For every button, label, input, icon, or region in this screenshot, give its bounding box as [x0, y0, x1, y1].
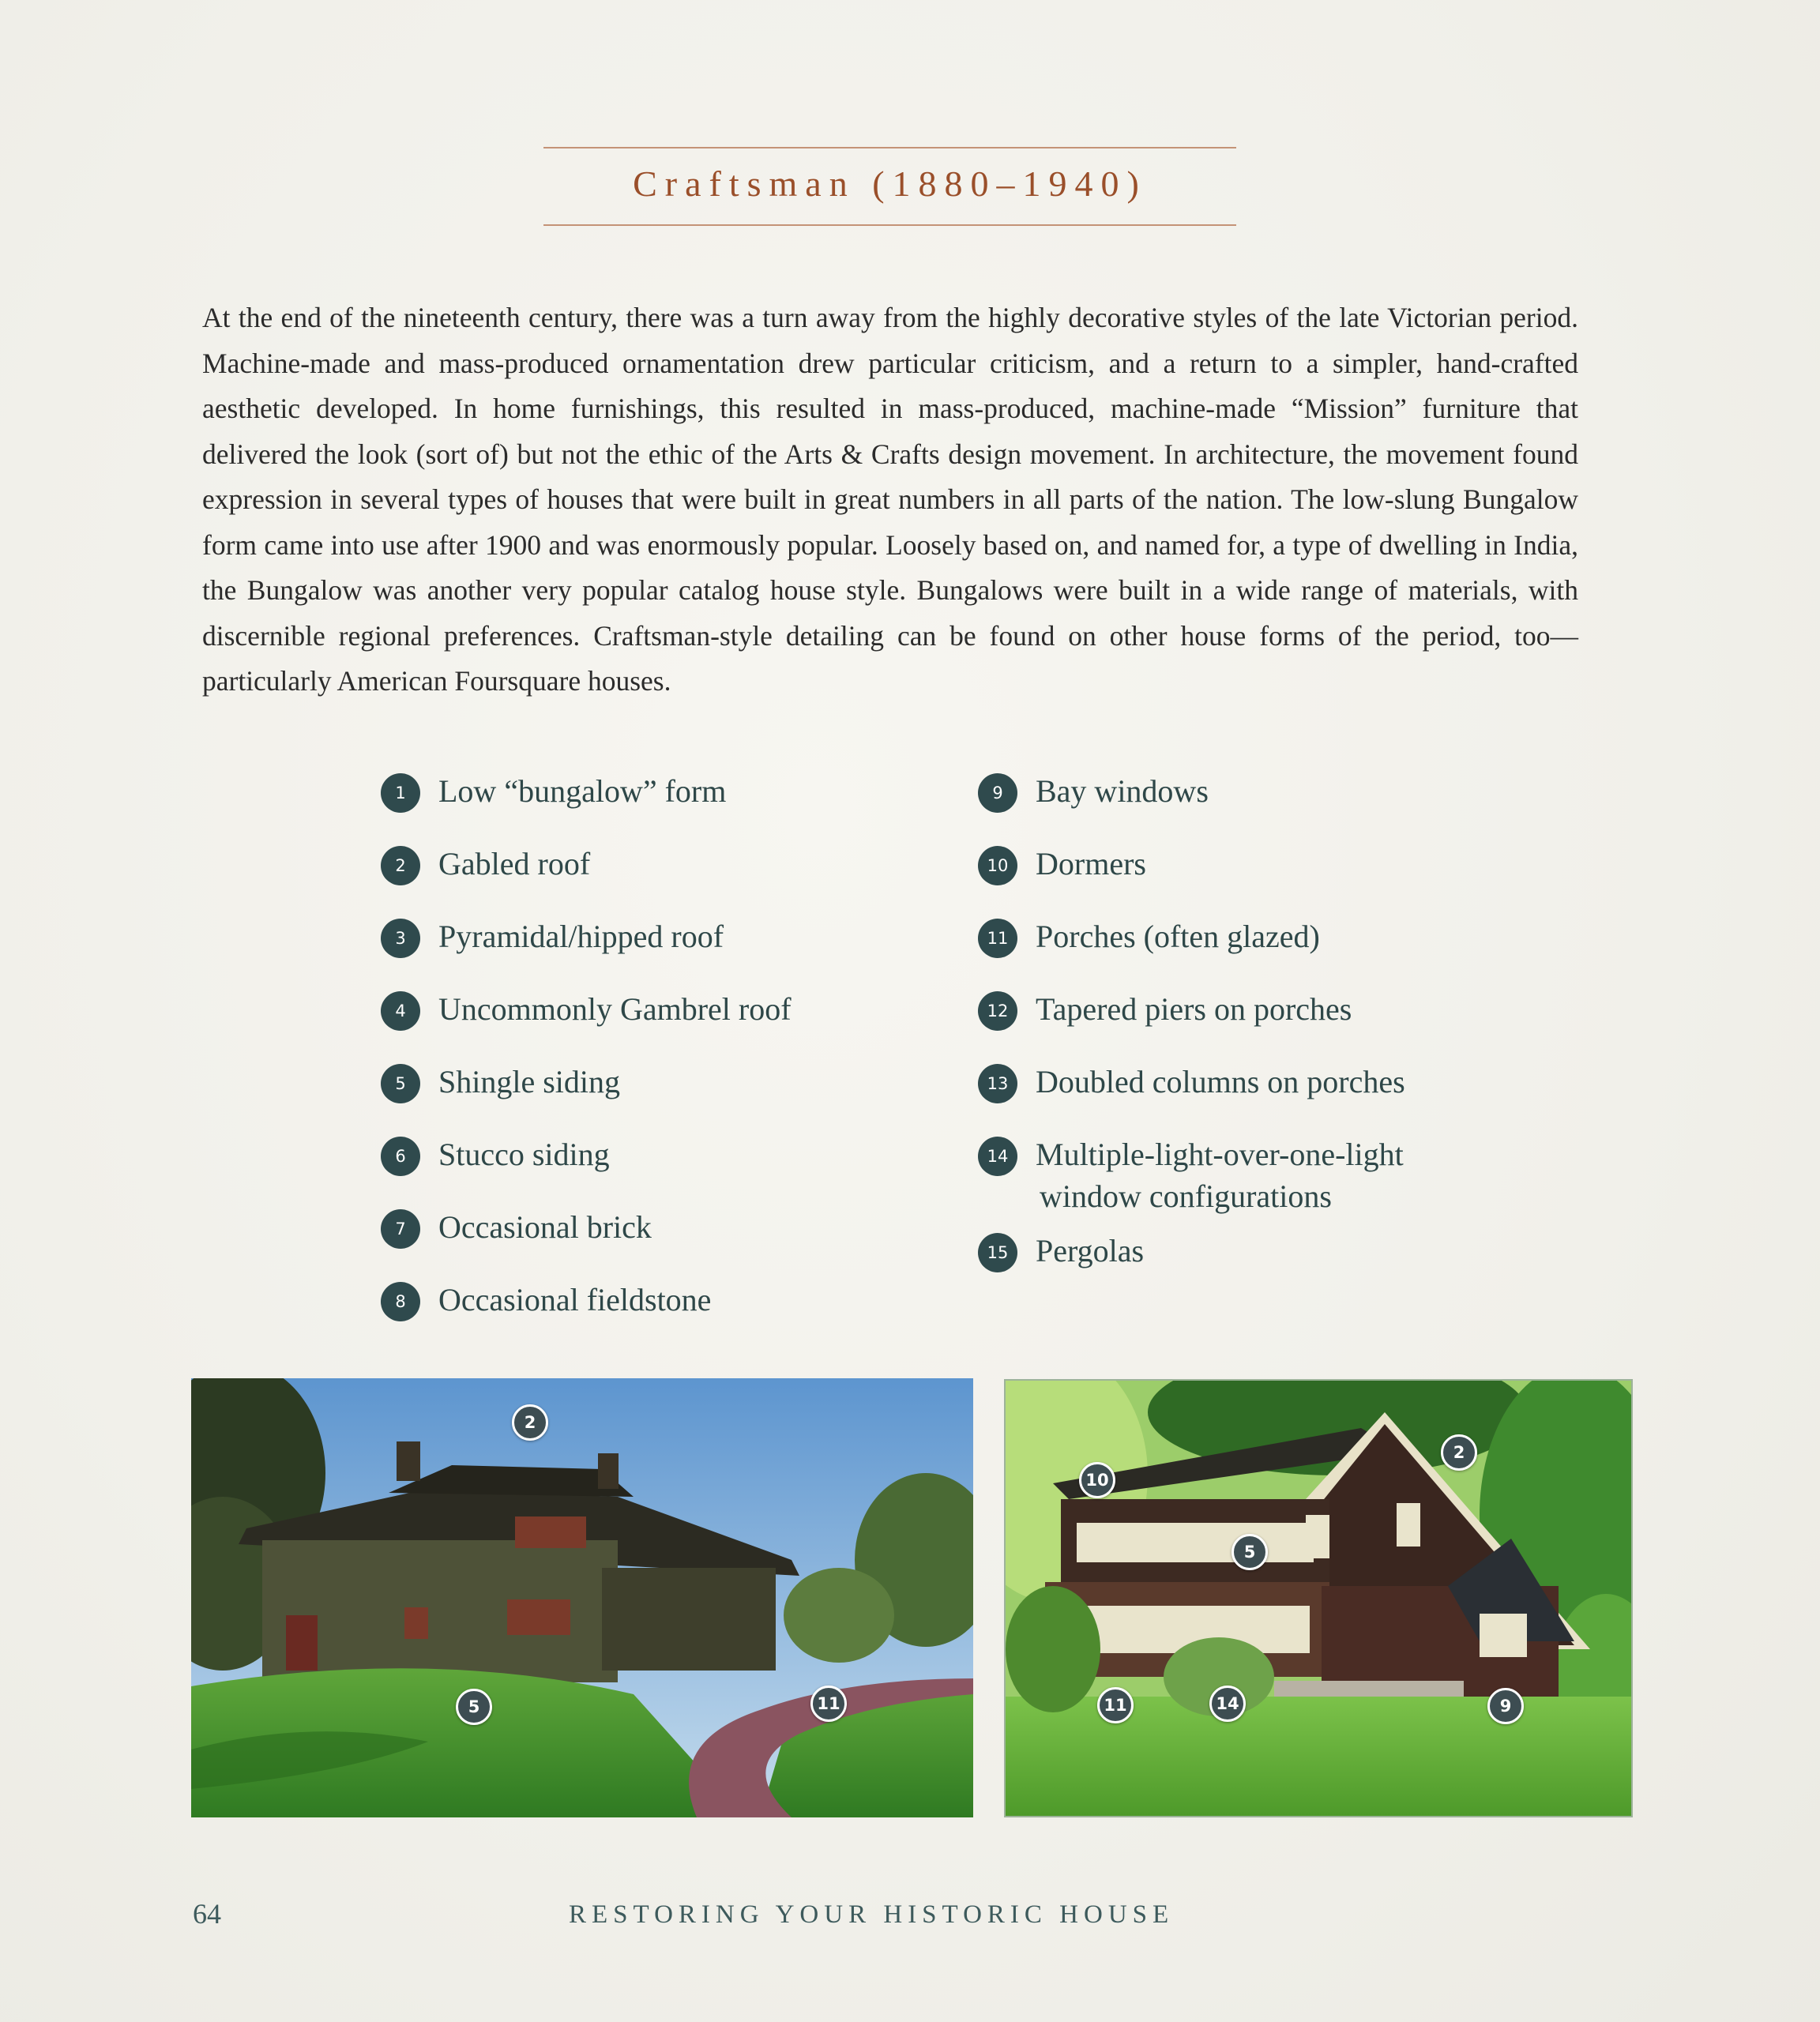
feature-label: [1036, 1133, 1510, 1217]
feature-label: Bay windows: [1036, 773, 1209, 809]
photo-callout-badge: 5: [456, 1689, 492, 1725]
running-head: RESTORING YOUR HISTORIC HOUSE: [569, 1900, 1175, 1929]
feature-label: Occasional fieldstone: [438, 1282, 712, 1317]
feature-number-badge: 2: [381, 846, 420, 885]
photo-craftsman-house-left: [191, 1378, 973, 1817]
feature-label: Dormers: [1036, 846, 1146, 881]
section-header: [543, 147, 1236, 226]
feature-label: Occasional brick: [438, 1209, 652, 1245]
feature-label: Shingle siding: [438, 1064, 621, 1099]
feature-label-line-2: window configurations: [1040, 1178, 1332, 1214]
feature-number-badge: 15: [978, 1233, 1017, 1272]
photo-callout-badge: 10: [1079, 1462, 1115, 1498]
photo-callout-badge: 14: [1209, 1686, 1246, 1722]
feature-label: Stucco siding: [438, 1137, 610, 1172]
feature-number-badge: 13: [978, 1064, 1017, 1103]
feature-number-badge: 12: [978, 991, 1017, 1031]
feature-number-badge: 3: [381, 919, 420, 958]
photo-craftsman-house-right: [1004, 1379, 1633, 1817]
photo-callout-badge: 11: [810, 1686, 847, 1722]
feature-number-badge: 7: [381, 1209, 420, 1249]
feature-number-badge: 5: [381, 1064, 420, 1103]
feature-label: Pergolas: [1036, 1233, 1145, 1268]
title-rule-bottom: [543, 224, 1236, 226]
photo-callout-badge: 2: [512, 1404, 548, 1441]
intro-paragraph: At the end of the nineteenth century, there was a turn away from the highly decorative styles of the late Victorian period. Machine-made and mass-produced ornamentation drew particular criticism, and a return to a simpler, hand-crafted aesthetic developed. In home furnishings, this resulted in mass-produced, machine-made “Mission” furniture that delivered the look (sort of) but not the ethic of the Arts & Crafts design movement. In architecture, the movement found expression in several types of houses that were built in great numbers in all parts of the nation. The low-slung Bungalow form came into use after 1900 and was enormously popular. Loosely based on, and named for, a type of dwelling in India, the Bungalow was another very popular catalog house style. Bungalows were built in a wide range of materials, with discernible regional preferences. Craftsman-style detailing can be found on other house forms of the period, too—particularly American Foursquare houses.: [202, 302, 1578, 697]
page-number: 64: [193, 1898, 221, 1930]
feature-label-line-1: Multiple-light-over-one-light: [1036, 1137, 1404, 1172]
photo-callout-badge: 11: [1097, 1687, 1134, 1723]
feature-label: Tapered piers on porches: [1036, 991, 1352, 1027]
section-title: Craftsman (1880–1940): [633, 163, 1147, 204]
house-illustration-right: [1006, 1381, 1631, 1816]
feature-number-badge: 14: [978, 1137, 1017, 1176]
feature-number-badge: 4: [381, 991, 420, 1031]
photo-callout-badge: 9: [1487, 1688, 1524, 1724]
feature-list: [379, 770, 1485, 1339]
feature-label: Uncommonly Gambrel roof: [438, 991, 792, 1027]
feature-number-badge: 8: [381, 1282, 420, 1321]
feature-label: Doubled columns on porches: [1036, 1064, 1405, 1099]
feature-number-badge: 11: [978, 919, 1017, 958]
feature-label: Porches (often glazed): [1036, 919, 1320, 954]
feature-label: Gabled roof: [438, 846, 591, 881]
feature-label: Low “bungalow” form: [438, 773, 727, 809]
photo-callout-badge: 5: [1232, 1534, 1268, 1570]
house-illustration-left: [191, 1378, 973, 1817]
feature-number-badge: 9: [978, 773, 1017, 813]
feature-number-badge: 10: [978, 846, 1017, 885]
title-rule-top: [543, 147, 1236, 148]
feature-number-badge: 6: [381, 1137, 420, 1176]
feature-label: Pyramidal/hipped roof: [438, 919, 724, 954]
photo-callout-badge: 2: [1441, 1434, 1477, 1471]
feature-number-badge: 1: [381, 773, 420, 813]
